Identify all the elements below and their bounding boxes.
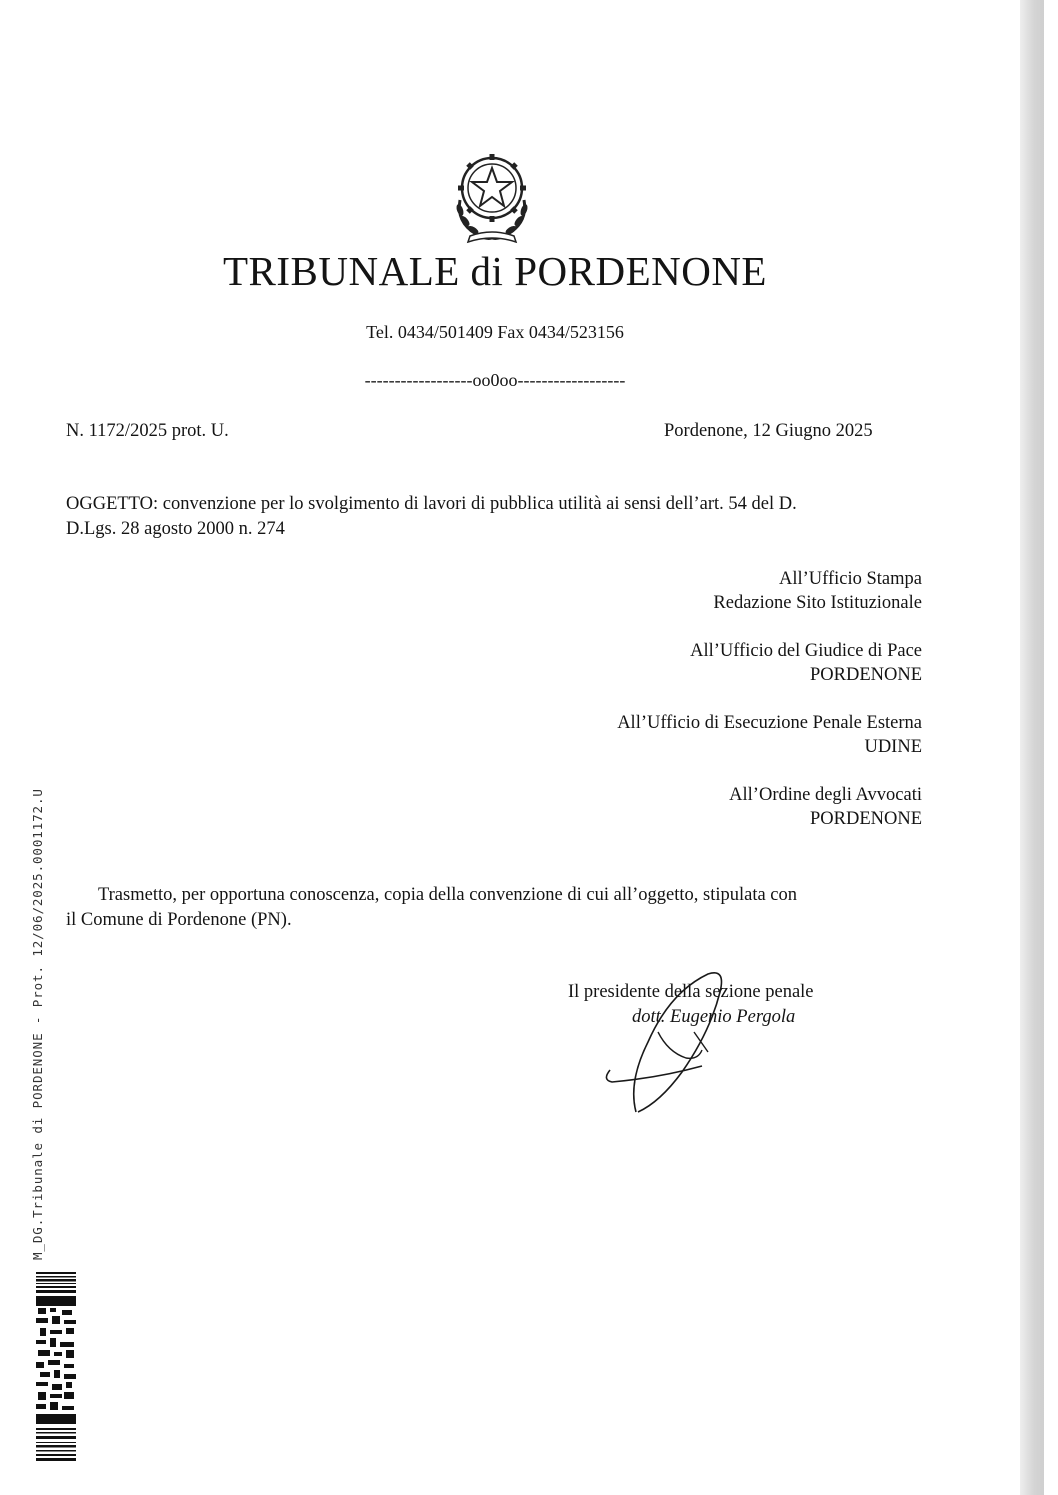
recipient [500,711,922,759]
page-edge-shadow [1020,0,1044,1495]
subject-block [66,492,916,542]
body-line: il Comune di Pordenone (PN). [66,910,292,930]
subject-line: OGGETTO: convenzione per lo svolgimento di lavori di pubblica utilità ai sensi dell’art. 54 del D. [66,494,797,514]
recipient-office: All’Ordine degli Avvocati [729,785,922,805]
recipient-detail: UDINE [864,737,922,757]
body-paragraph [66,883,916,933]
recipient-detail: PORDENONE [809,665,922,685]
recipients-block [500,567,922,855]
recipient-detail: Redazione Sito Istituzionale [713,593,922,613]
italian-republic-emblem-icon [446,148,538,246]
body-line: Trasmetto, per opportuna conoscenza, copia della convenzione di cui all’oggetto, stipulata con [98,885,798,905]
recipient [500,783,922,831]
court-title: TRIBUNALE di PORDENONE [223,248,767,294]
protocol-side-stamp: M_DG.Tribunale di PORDENONE - Prot. 12/06/2025.0001172.U [30,788,45,1260]
signatory-role: Il presidente della sezione penale [568,982,814,1002]
recipient-office: All’Ufficio del Giudice di Pace [690,641,922,661]
contact-numbers: Tel. 0434/501409 Fax 0434/523156 [366,322,624,342]
ornamental-separator: ------------------oo0oo------------------ [364,370,626,390]
recipient-office: All’Ufficio Stampa [778,569,922,589]
recipient-detail: PORDENONE [809,809,922,829]
place-and-date: Pordenone, 12 Giugno 2025 [664,421,873,441]
barcode-icon [36,1272,76,1462]
signatory-name: dott. Eugenio Pergola [632,1007,796,1027]
subject-line: D.Lgs. 28 agosto 2000 n. 274 [66,519,285,539]
handwritten-signature-icon [598,962,738,1122]
recipient [500,639,922,687]
protocol-number: N. 1172/2025 prot. U. [66,421,229,441]
recipient-office: All’Ufficio di Esecuzione Penale Esterna [617,713,922,733]
recipient [500,567,922,615]
